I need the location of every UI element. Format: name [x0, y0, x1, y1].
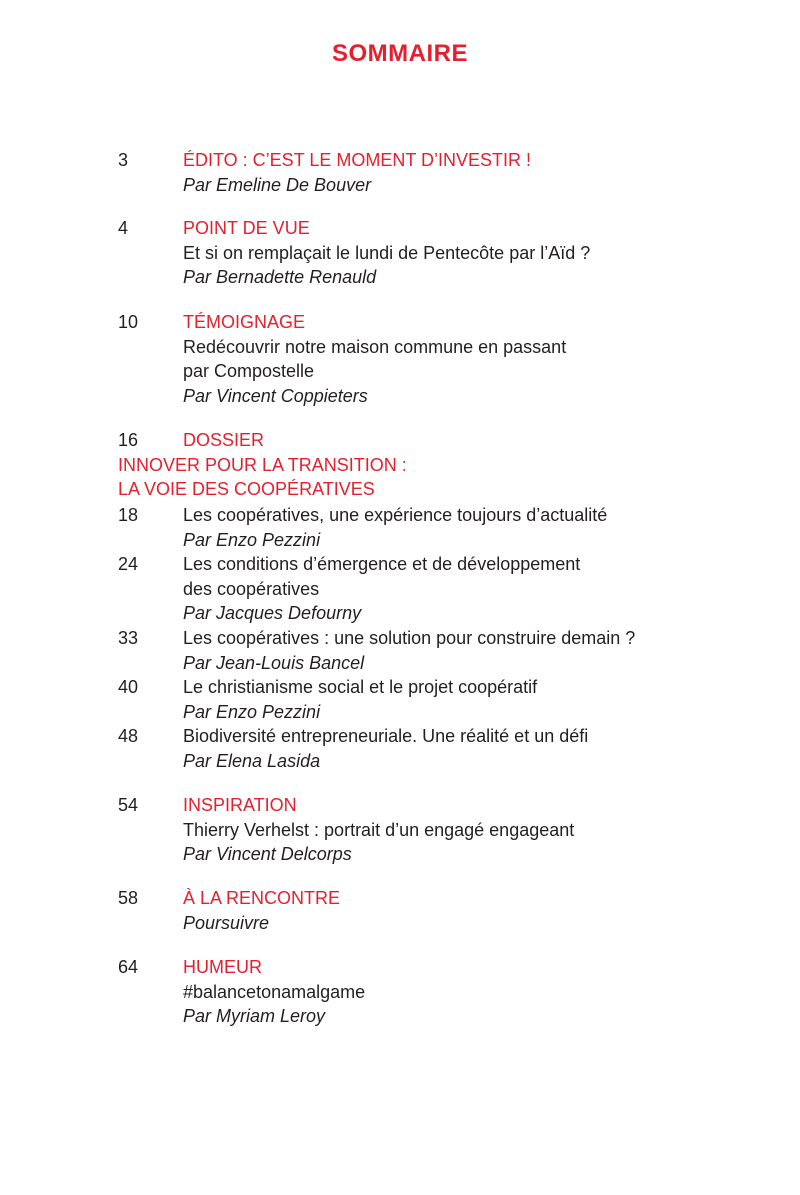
author: Par Jean-Louis Bancel — [183, 652, 365, 673]
page-number: 40 — [118, 677, 139, 697]
article-title-line: Les conditions d’émergence et de développement — [183, 554, 581, 574]
dossier-title-line: LA VOIE DES COOPÉRATIVES — [118, 479, 375, 499]
page-number: 64 — [118, 957, 139, 977]
page-number: 33 — [118, 628, 139, 648]
section-heading: À LA RENCONTRE — [183, 888, 341, 908]
article-title: Les coopératives, une expérience toujours d’actualité — [183, 505, 608, 525]
dossier-title-line: INNOVER POUR LA TRANSITION : — [118, 454, 407, 475]
page-number: 24 — [118, 554, 139, 574]
section-heading: HUMEUR — [183, 957, 262, 977]
author: Par Enzo Pezzini — [183, 701, 321, 722]
author: Par Jacques Defourny — [183, 603, 362, 623]
section-heading: TÉMOIGNAGE — [183, 312, 306, 332]
article-title: Les coopératives : une solution pour construire demain ? — [183, 628, 636, 648]
article-title: Le christianisme social et le projet coopératif — [183, 677, 538, 697]
page-number: 4 — [118, 218, 129, 238]
page-number: 16 — [118, 430, 139, 450]
article-title: Et si on remplaçait le lundi de Pentecôte par l’Aïd ? — [183, 242, 591, 263]
author: Par Myriam Leroy — [183, 1006, 326, 1026]
author: Par Emeline De Bouver — [183, 174, 372, 195]
page-number: 18 — [118, 505, 139, 525]
article-title: Biodiversité entrepreneuriale. Une réalité et un défi — [183, 726, 589, 746]
page-number: 3 — [118, 150, 129, 170]
article-title-line: par Compostelle — [183, 361, 315, 381]
page-number: 48 — [118, 726, 139, 746]
section-heading: ÉDITO : C’EST LE MOMENT D’INVESTIR ! — [183, 150, 532, 170]
article-title: Poursuivre — [183, 912, 270, 933]
author: Par Bernadette Renauld — [183, 267, 377, 287]
article-title-line: des coopératives — [183, 578, 320, 599]
page-number: 10 — [118, 312, 139, 332]
page-number: 54 — [118, 795, 139, 815]
section-heading: INSPIRATION — [183, 795, 297, 815]
page-title: SOMMAIRE — [332, 40, 468, 67]
section-heading: POINT DE VUE — [183, 218, 310, 238]
author: Par Vincent Coppieters — [183, 385, 368, 406]
article-title: #balancetonamalgame — [183, 981, 366, 1002]
article-title: Thierry Verhelst : portrait d’un engagé engageant — [183, 819, 575, 840]
article-title-line: Redécouvrir notre maison commune en passant — [183, 336, 567, 357]
author: Par Vincent Delcorps — [183, 844, 352, 864]
page-number: 58 — [118, 888, 139, 908]
author: Par Elena Lasida — [183, 750, 321, 771]
author: Par Enzo Pezzini — [183, 529, 321, 550]
dossier-label: DOSSIER — [183, 430, 265, 450]
